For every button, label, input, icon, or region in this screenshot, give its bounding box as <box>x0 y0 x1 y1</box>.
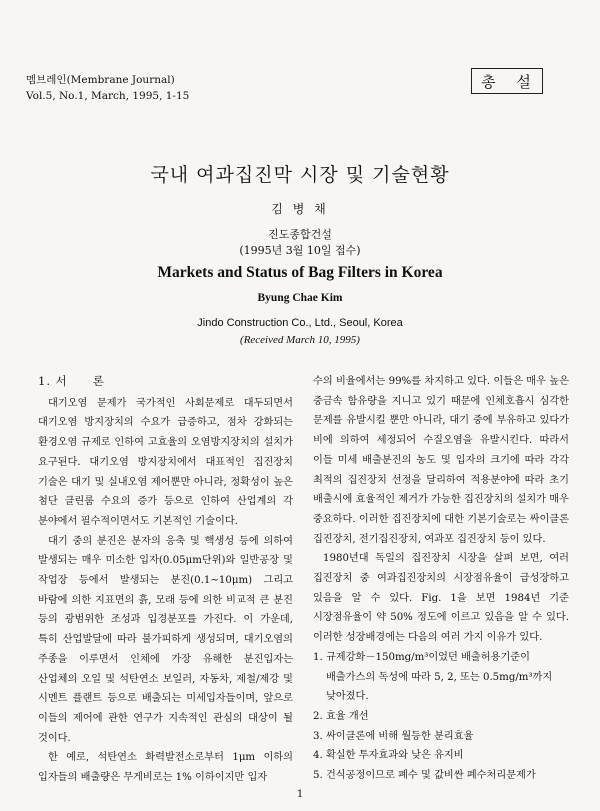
journal-issue: Vol.5, No.1, March, 1995, 1-15 <box>26 90 190 102</box>
paragraph: 대기오염 문제가 국가적인 사회문제로 대두되면서 대기오염 방지장치의 수요가 급증하고, 점차 강화되는 환경오염 규제로 인하여 고효율의 오염방지장치의 설치가 요구된다. 대기오염 방지장치에서 대표적인 집진장치 기술은 대기 및 실내오염 제어뿐만 아니라, 정확성이 높은 첨단 클린룸 수요의 증가 등으로 인하여 산업계의 각 분야에서 필수적이면서도 기본적인 기술이다. <box>38 397 293 527</box>
paragraph: 한 예로, 석탄연소 화력발전소로부터 1μm 이하의 입자들의 배출량은 무게비로는 1% 이하이지만 입자 <box>38 752 293 784</box>
title-english: Markets and Status of Bag Filters in Korea <box>157 264 443 281</box>
affiliation-english: Jindo Construction Co., Ltd., Seoul, Korea <box>197 317 403 329</box>
affiliation-korean: 진도종합건설 <box>268 228 332 241</box>
paragraph: 수의 비율에서는 99%를 차지하고 있다. 이들은 매우 높은 중금속 함유량을 지니고 있기 때문에 인체호흡시 심각한 문제를 유발시킬 뿐만 아니라, 대기 중에 부유하고 있다가 비에 의하여 세정되어 수질오염을 유발시킨다. 따라서 이들 미세 배출분진의 농도 및 입자의 크기에 따라 각각 최적의 집진장치 선정을 달리하여 적용분야에 따라 초기 배출시에 효율적인 제거가 가능한 집진장치의 설치가 매우 중요하다. 이러한 집진장치에 대한 기본기술로는 싸이클론 집진장치, 전기집진장치, 여과포 집진장치 등이 있다. <box>313 376 569 545</box>
paragraph: 1980년대 독일의 집진장치 시장을 살펴 보면, 여러 집진장치 중 여과집진장치의 시장점유율이 급성장하고 있음을 알 수 있다. Fig. 1을 보면 1984년 기준 시장점유율이 약 50% 정도에 이르고 있음을 알 수 있다. 이러한 성장배경에는 다음의 여러 가지 이유가 있다. <box>313 553 569 644</box>
received-date-korean: (1995년 3월 10일 접수) <box>239 244 361 257</box>
title-korean: 국내 여과집진막 시장 및 기술현황 <box>150 164 450 186</box>
section-heading: 1. 서 론 <box>38 374 105 388</box>
list-item: 3. 싸이클론에 비해 월등한 분리효율 <box>313 730 474 742</box>
received-date-english: (Received March 10, 1995) <box>240 334 360 346</box>
page-number: 1 <box>296 789 304 800</box>
list-item: 4. 확실한 투자효과와 낮은 유지비 <box>313 750 464 762</box>
list-item: 5. 건식공정이므로 폐수 및 값비싼 폐수처리문제가 <box>313 770 536 782</box>
author-korean: 김 병 채 <box>271 202 329 216</box>
left-column <box>38 372 293 788</box>
list-item: 2. 효율 개선 <box>313 710 369 722</box>
author-english: Byung Chae Kim <box>257 292 343 304</box>
list-item: 1. 규제강화－150mg/m³이었던 배출허용기준이 배출가스의 독성에 따라 5, 2, 또는 0.5mg/m³까지 낮아졌다. <box>313 651 553 703</box>
right-column <box>313 372 569 786</box>
reason-list <box>313 648 569 786</box>
journal-header <box>26 72 189 104</box>
category-tag: 총 설 <box>471 68 543 94</box>
journal-name: 멤브레인(Membrane Journal) <box>26 74 175 86</box>
paragraph: 대기 중의 분진은 분자의 응축 및 핵생성 등에 의하여 발생되는 매우 미소한 입자(0.05μm단위)와 일반공장 및 작업장 등에서 발생되는 분진(0.1∼10μm) 그리고 바람에 의한 지표면의 흙, 모래 등에 의한 비교적 큰 분진 등의 광범위한 조성과 입경분포를 가진다. 이 가운데, 특히 산업발달에 따라 불가피하게 생성되며, 대기오염의 주종을 이루면서 인체에 가장 유해한 분진입자는 산업체의 오일 및 석탄연소 보일러, 자동차, 제철/제강 및 시멘트 플랜트 등으로 배출되는 미세입자들이며, 앞으로 이들의 제어에 관한 연구가 지속적인 관심의 대상이 될 것이다. <box>38 535 293 744</box>
